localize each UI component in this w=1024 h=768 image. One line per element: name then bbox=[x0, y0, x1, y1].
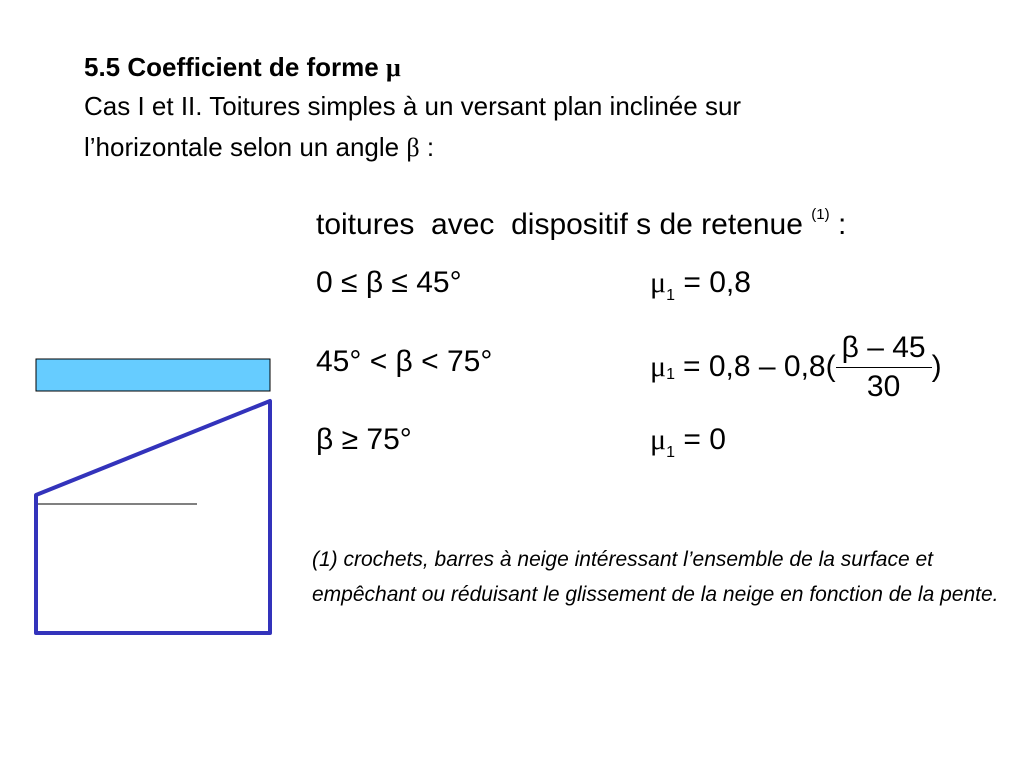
result-value: = 0,8 bbox=[683, 266, 751, 299]
intro-line-1: Cas I et II. Toitures simples à un versant plan inclinée sur bbox=[84, 91, 742, 121]
mu-symbol: μ bbox=[650, 423, 667, 456]
mu-index: 1 bbox=[666, 366, 675, 383]
intro-line-2-text: l’horizontale selon un angle bbox=[84, 132, 400, 162]
section-title-text: 5.5 Coefficient de forme bbox=[84, 52, 379, 82]
result-value: = 0,8 – 0,8( bbox=[683, 350, 836, 383]
condition-row-2: 45° < β < 75° bbox=[316, 345, 493, 378]
roof-outline bbox=[36, 401, 270, 633]
condition-row-3: β ≥ 75° bbox=[316, 423, 412, 456]
result-value: = 0 bbox=[683, 423, 726, 456]
fraction-denominator: 30 bbox=[866, 369, 901, 403]
formula-heading-colon: : bbox=[837, 208, 847, 241]
fraction-numerator: β – 45 bbox=[836, 331, 932, 368]
mu-index: 1 bbox=[666, 444, 675, 461]
mu-symbol: μ bbox=[650, 350, 667, 383]
formula-heading-text: toitures avec dispositif s de retenue bbox=[316, 208, 803, 241]
mu-index: 1 bbox=[666, 287, 675, 304]
condition-row-1: 0 ≤ β ≤ 45° bbox=[316, 266, 462, 299]
beta-symbol: β bbox=[406, 133, 420, 162]
footnote-ref: (1) bbox=[811, 206, 830, 223]
intro-line-2-colon: : bbox=[426, 132, 435, 162]
result-value-end: ) bbox=[931, 350, 942, 383]
mu-symbol: μ bbox=[385, 53, 401, 82]
footnote-text: (1) crochets, barres à neige intéressant l’ensemble de la surface et empêchant ou réduisant le glissement de la neige en fonction de la pente. bbox=[312, 548, 999, 606]
snow-layer bbox=[36, 359, 270, 391]
mu-symbol: μ bbox=[650, 266, 667, 299]
